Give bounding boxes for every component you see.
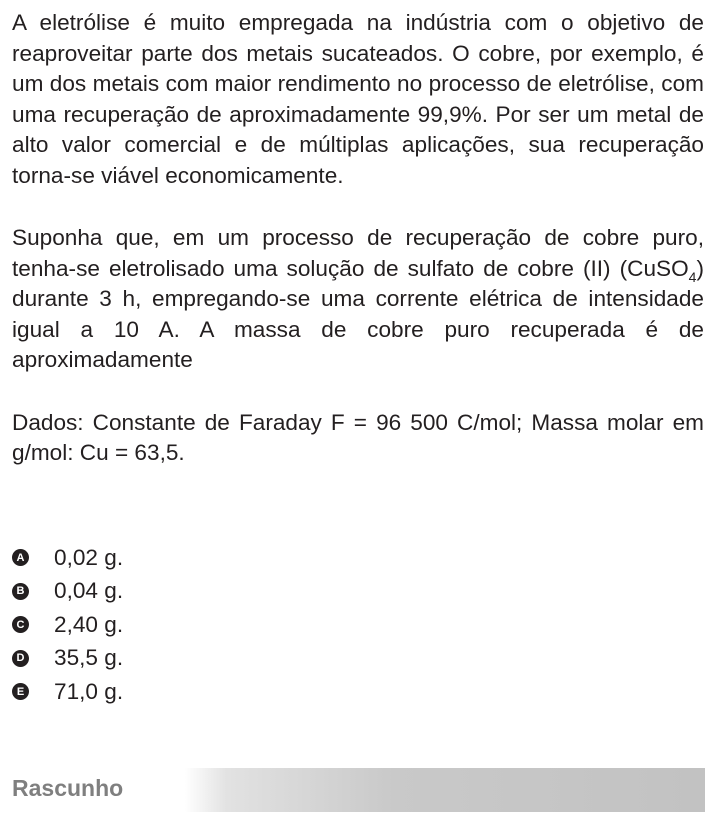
- option-d[interactable]: [12, 642, 123, 676]
- intro-paragraph: A eletrólise é muito empregada na indústria com o objetivo de reaproveitar parte dos metais sucateados. O cobre, por exemplo, é um dos metais com maior rendimento no processo de eletrólise, com uma recuperação de aproximadamente 99,9%. Por ser um metal de alto valor comercial e de múltiplas aplicações, sua recuperação torna-se viável economicamente.: [12, 10, 704, 188]
- option-b-text: 0,04 g.: [54, 578, 124, 604]
- option-e[interactable]: [12, 675, 123, 709]
- option-a-letter: A: [12, 549, 29, 566]
- option-e-text: 71,0 g.: [54, 678, 124, 704]
- data-paragraph: Dados: Constante de Faraday F = 96 500 C/mol; Massa molar em g/mol: Cu = 63,5.: [12, 409, 704, 465]
- option-d-letter: D: [12, 650, 29, 667]
- option-b-letter: B: [12, 583, 29, 600]
- option-a[interactable]: [12, 541, 123, 575]
- problem-paragraph: [12, 223, 704, 376]
- problem-text-end: ) durante 3 h, empregando-se uma corrente elétrica de intensidade igual a 10 A. A massa de cobre puro recuperada é de aproximadamente: [12, 255, 704, 372]
- option-d-text: 35,5 g.: [54, 645, 124, 671]
- option-a-text: 0,02 g.: [54, 544, 124, 570]
- option-c[interactable]: [12, 608, 123, 642]
- option-b[interactable]: [12, 575, 123, 609]
- option-c-letter: C: [12, 616, 29, 633]
- problem-text-start: Suponha que, em um processo de recuperação de cobre puro, tenha-se eletrolisado uma solução de sulfato de cobre (II) (CuSO: [12, 225, 704, 281]
- rascunho-label: Rascunho: [12, 775, 124, 801]
- subscript-4: 4: [688, 268, 697, 285]
- rascunho-bar: [185, 768, 705, 812]
- question-body: [12, 8, 704, 469]
- answer-options: [12, 541, 123, 709]
- option-e-letter: E: [12, 683, 29, 700]
- option-c-text: 2,40 g.: [54, 611, 124, 637]
